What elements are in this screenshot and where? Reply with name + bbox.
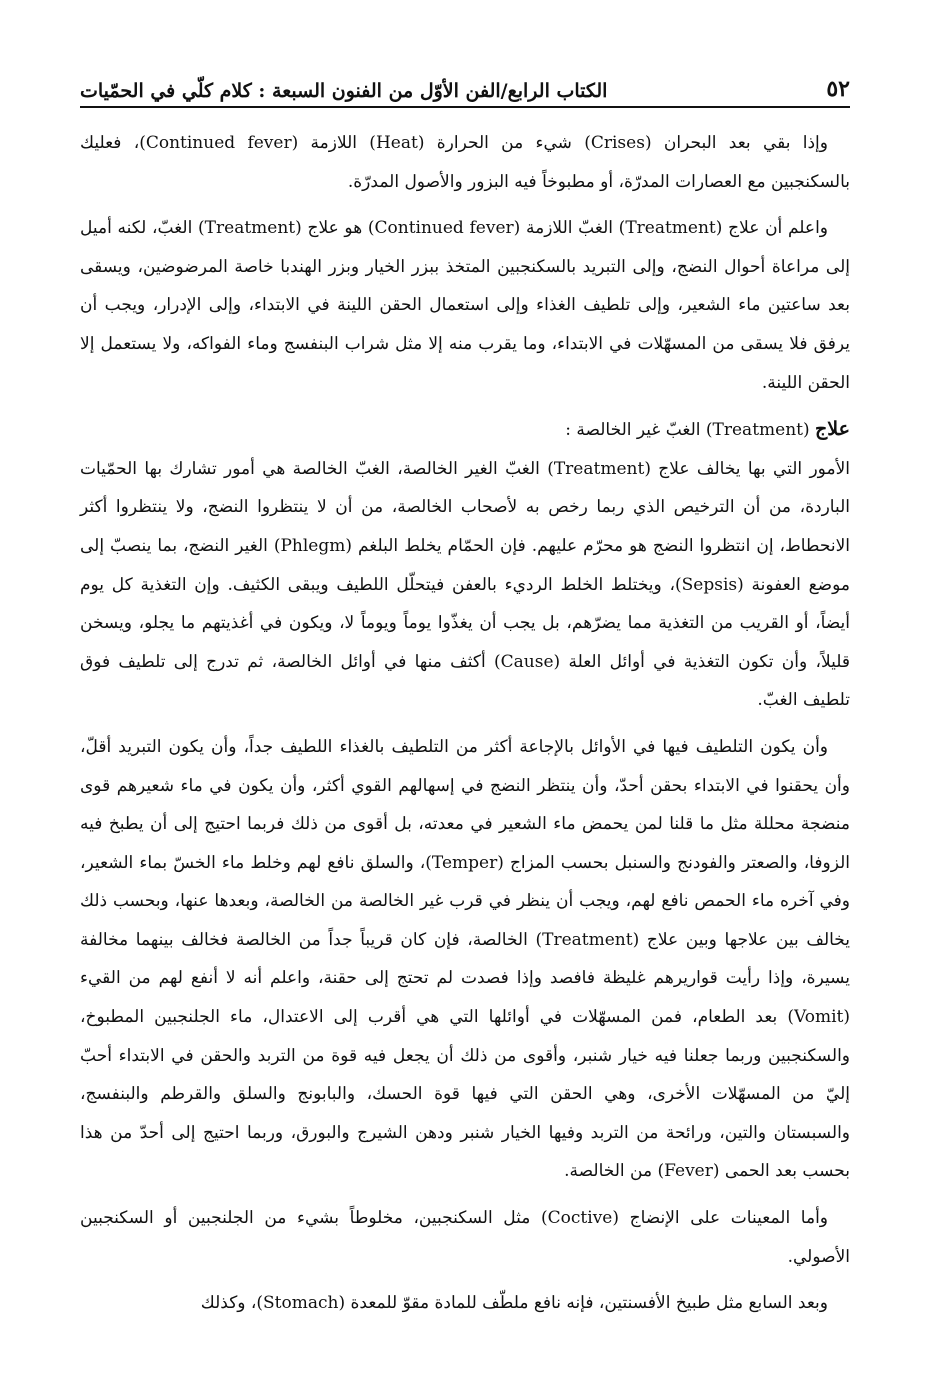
document-page — [80, 56, 850, 1366]
paragraph: وأن يكون التلطيف فيها في الأوائل بالإجاعة أكثر من التلطيف بالغذاء اللطيف جداً، وأن يكون التبريد أقلّ، وأن يحقنوا في الابتداء بحقن أحدّ، وأن ينتظر النضج في إسهالهم القوي أكثر، وأن يكون في ماء شعيرهم قوى منضجة محللة مثل ما قلنا لمن يحمض ماء الشعير في معدته، بل أقوى من ذلك فربما احتيج إلى أن يطبخ فيه الزوفا، والصعتر والفودنج والسنبل بحسب المزاج (Temper)، والسلق نافع لهم وخلط ماء الخسّ بماء الشعير، وفي آخره ماء الحمص نافع لهم، ويجب أن ينظر في قرب غير الخالصة من الخالصة، وبعدها عنها، وبحسب ذلك يخالف بين علاجها وبين علاج (Treatment) الخالصة، فإن كان قريباً جداً من الخالصة فخالف بينهما مخالفة يسيرة، وإذا رأيت قواريرهم غليظة فافصد وإذا فصدت لم تحتج إلى حقنة، واعلم أنه لا أنفع لهم من القيء (Vomit) بعد الطعام، فمن المسهّلات في أوائلها التي هي أقرب إلى الاعتدال، ماء الجلنجبين المطبوخ، والسكنجبين وربما جعلنا فيه خيار شنبر، وأقوى من ذلك أن يجعل فيه قوة من التربد والحقن في الابتداء أحبّ إليّ من المسهّلات الأخرى، وهي الحقن التي فيها قوة الحسك، والبابونج والسلق والقرطم والبنفسج، والسبستان والتين، ورائحة من التربد وفيها الخيار شنبر ودهن الشيرج والبورق، وربما احتيج إلى أحدّ من هذا بحسب بعد الحمى (Fever) من الخالصة. — [80, 736, 851, 1182]
paragraph: وبعد السابع مثل طبيخ الأفسنتين، فإنه نافع ملطّف للمادة مقوّ للمعدة (Stomach)، وكذلك — [200, 1293, 828, 1314]
running-title: الكتاب الرابع/الفن الأوّل من الفنون السبعة : كلام كلّي في الحمّيات — [80, 80, 608, 102]
section-heading-rest: (Treatment) الغبّ غير الخالصة : — [565, 420, 810, 441]
paragraph: واعلم أن علاج (Treatment) الغبّ اللازمة (Continued fever) هو علاج (Treatment) الغبّ، لكنه أميل إلى مراعاة أحوال النضج، وإلى التبريد بالسكنجبين المتخذ ببزر الخيار وبزر الهندبا خاصة المرضوضين، ويسقى بعد ساعتين ماء الشعير، وإلى تلطيف الغذاء وإلى استعمال الحقن اللينة في الابتداء، وإلى الإدرار، ويجب أن يرفق فلا يسقى من المسهّلات في الابتداء، وما يقرب منه إلا مثل شراب البنفسج وماء الفواكه، ولا يستعمل إلا الحقن اللينة. — [80, 218, 850, 393]
page-header — [80, 56, 850, 108]
paragraph: وأما المعينات على الإنضاج (Coctive) مثل السكنجبين، مخلوطاً بشيء من الجلنجبين أو السكنجبين الأصولي. — [80, 1208, 850, 1267]
paragraph: وإذا بقي بعد البحران (Crises) شيء من الحرارة (Heat) اللازمة (Continued fever)، فعليك بالسكنجبين مع العصارات المدرّة، أو مطبوخاً فيه البزور والأصول المدرّة. — [80, 133, 850, 192]
section-heading-bold: علاج — [815, 418, 850, 441]
page-body — [80, 124, 850, 1323]
page-number: ٥٢ — [826, 76, 850, 102]
section-heading — [80, 410, 850, 450]
paragraph: الأمور التي بها يخالف علاج (Treatment) الغبّ الغير الخالصة، الغبّ الخالصة هي أمور تشارك بها الحمّيات الباردة، من أن الترخيص الذي ربما رخص به لأصحاب الخالصة، من أن لا ينتظروا النضج، ولا ينتظروا أكثر الانحطاط، إن انتظروا النضج هو محرّم عليهم. فإن الحمّام يخلط البلغم (Phlegm) الغير النضج، بما ينصبّ إلى موضع العفونة (Sepsis)، ويختلط الخلط الرديء بالعفن فيتحلّل اللطيف ويبقى الكثيف. وإن التغذية كل يوم أيضاً، أو القريب من التغذية مما يضرّهم، بل يجب أن يغذّوا يوماً ويوماً لا، ويكون في أغذيتهم ما يجلو، ويسخن قليلاً، وأن تكون التغذية في أوائل العلة (Cause) أكثف منها في أوائل الخالصة، ثم تدرج إلى تلطيف فوق تلطيف الغبّ. — [80, 458, 850, 711]
